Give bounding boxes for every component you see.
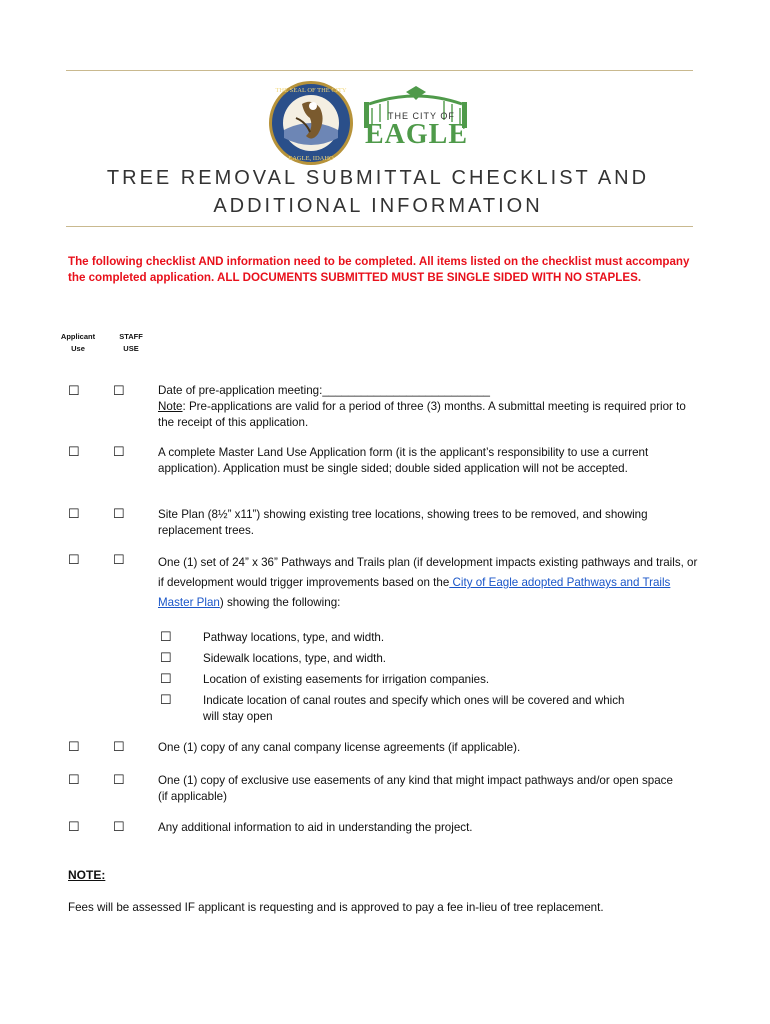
subitem-3: Location of existing easements for irrigation companies.: [203, 673, 490, 686]
staff-checkbox-6[interactable]: ☐: [113, 772, 125, 787]
subitem-2: Sidewalk locations, type, and width.: [203, 652, 387, 665]
applicant-header-line1: Applicant: [60, 332, 96, 341]
checklist-item-5: One (1) copy of any canal company license agreements (if applicable).: [158, 741, 521, 754]
top-divider: [66, 70, 693, 71]
staff-checkbox-5[interactable]: ☐: [113, 739, 125, 754]
applicant-checkbox-7[interactable]: ☐: [68, 819, 80, 834]
item-1-line: Date of pre-application meeting:__________________________: [158, 384, 490, 397]
applicant-header-line2: Use: [71, 344, 85, 353]
note-text: Fees will be assessed IF applicant is requesting and is approved to pay a fee in-lieu of tree replacement.: [68, 901, 604, 914]
item-4-text: One (1) set of 24” x 36” Pathways and Trails plan (if development impacts existing pathways and trails, or if development would trigger improvements based on the: [158, 556, 698, 589]
checklist-item-6: One (1) copy of exclusive use easements of any kind that might impact pathways and/or open space (if applicable): [158, 774, 673, 803]
svg-text:EAGLE, IDAHO: EAGLE, IDAHO: [288, 155, 334, 162]
applicant-checkbox-5[interactable]: ☐: [68, 739, 80, 754]
checklist-item-4: [158, 553, 703, 613]
staff-checkbox-7[interactable]: ☐: [113, 819, 125, 834]
applicant-checkbox-2[interactable]: ☐: [68, 444, 80, 459]
checklist-item-2: A complete Master Land Use Application form (it is the applicant’s responsibility to use a current application). Application must be single sided; double sided application will not be accepted.: [158, 446, 649, 475]
subitem-1: Pathway locations, type, and width.: [203, 631, 385, 644]
seal-lettering: THE SEAL OF THE CITY: [275, 87, 347, 94]
item-4-text-end: ) showing the following:: [219, 596, 341, 609]
subitem-4: Indicate location of canal routes and specify which ones will be covered and which will stay open: [203, 694, 625, 723]
item-1-note-text: : Pre-applications are valid for a period of three (3) months. A submittal meeting is required prior to the receipt of this application.: [158, 400, 686, 429]
applicant-checkbox-1[interactable]: ☐: [68, 383, 80, 398]
title-divider: [66, 226, 693, 227]
staff-header-line1: STAFF: [119, 332, 143, 341]
staff-checkbox-2[interactable]: ☐: [113, 444, 125, 459]
applicant-checkbox-4[interactable]: ☐: [68, 552, 80, 567]
staff-use-header: [106, 331, 156, 355]
staff-checkbox-3[interactable]: ☐: [113, 506, 125, 521]
note-heading: NOTE:: [68, 868, 106, 882]
subitem-checkbox-1[interactable]: ☐: [160, 629, 172, 644]
title-line-2: ADDITIONAL INFORMATION: [213, 195, 543, 217]
checklist-item-7: Any additional information to aid in understanding the project.: [158, 821, 473, 834]
city-seal-logo: [268, 80, 354, 166]
city-logo-the-text: THE CITY OF: [388, 111, 455, 121]
staff-checkbox-4[interactable]: ☐: [113, 552, 125, 567]
applicant-use-header: [53, 331, 103, 355]
instructions-text: The following checklist AND information need to be completed. All items listed on the checklist must accompany the completed application. ALL DOCUMENTS SUBMITTED MUST BE SINGLE SIDED WITH NO STAPLES.: [68, 255, 690, 284]
title-line-1: TREE REMOVAL SUBMITTAL CHECKLIST AND: [106, 167, 650, 189]
applicant-checkbox-6[interactable]: ☐: [68, 772, 80, 787]
city-logo-name-text: EAGLE: [365, 119, 469, 150]
applicant-checkbox-3[interactable]: ☐: [68, 506, 80, 521]
subitem-checkbox-2[interactable]: ☐: [160, 650, 172, 665]
staff-header-line2: USE: [123, 344, 139, 353]
item-1-note-label: Note: [158, 400, 183, 413]
subitem-checkbox-4[interactable]: ☐: [160, 692, 172, 707]
page-title: [0, 164, 756, 220]
pathways-master-plan-link[interactable]: City of Eagle adopted Pathways and Trails Master Plan: [158, 576, 671, 609]
item-1-note: [158, 399, 703, 431]
checklist-item-1: [158, 383, 703, 431]
staff-checkbox-1[interactable]: ☐: [113, 383, 125, 398]
checklist-item-3: Site Plan (8½” x11”) showing existing tree locations, showing trees to be removed, and showing replacement trees.: [158, 508, 648, 537]
subitem-checkbox-3[interactable]: ☐: [160, 671, 172, 686]
